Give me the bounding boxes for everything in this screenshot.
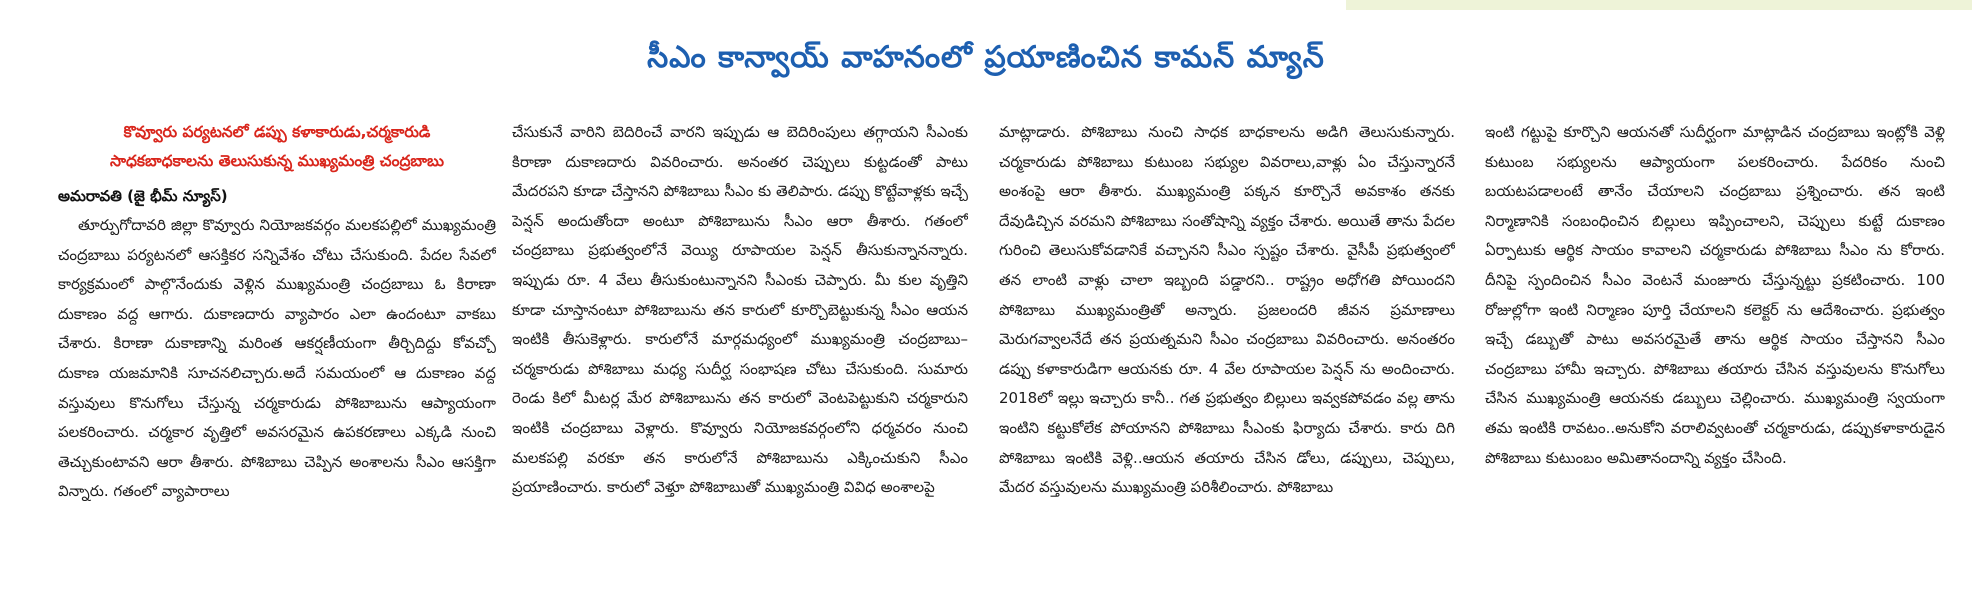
article-column-1 xyxy=(58,118,496,594)
subheadline-line-1: కొవ్వూరు పర్యటనలో డప్పు కళాకారుడు,చర్మకారుడి xyxy=(123,123,431,141)
column-text-3: మాట్లాడారు. పోశిబాబు నుంచి సాధక బాధకాలను అడిగి తెలుసుకున్నారు. చర్మకారుడు పోశిబాబు కుటుంబ సభ్యుల వివరాలు,వాళ్లు ఏం చేస్తున్నారనే అంశంపై ఆరా తీశారు. ముఖ్యమంత్రి పక్కన కూర్చొనే అవకాశం తనకు దేవుడిచ్చిన వరమని పోశిబాబు సంతోషాన్ని వ్యక్తం చేశారు. అయితే తాను పేదల గురించి తెలుసుకోవడానికే వచ్చానని సీఎం స్పష్టం చేశారు. వైసీపీ ప్రభుత్వంలో తన లాంటి వాళ్లు చాలా ఇబ్బంది పడ్డారని.. రాష్ట్రం అధోగతి పోయిందని పోశిబాబు ముఖ్యమంత్రితో అన్నారు. ప్రజలందరి జీవన ప్రమాణాలు మెరుగవ్వాలనేదే తన ప్రయత్నమని సీఎం చంద్రబాబు వివరించారు. అనంతరం డప్పు కళాకారుడిగా ఆయనకు రూ. 4 వేల రూపాయల పెన్షన్ ను అందించారు. 2018లో ఇల్లు ఇచ్చారు కానీ.. గత ప్రభుత్వం బిల్లులు ఇవ్వకపోవడం వల్ల తాను ఇంటిని కట్టుకోలేక పోయానని పోశిబాబు సీఎంకు ఫిర్యాదు చేశారు. కారు దిగి పోశిబాబు ఇంటికి వెళ్లి..ఆయన తయారు చేసిన డోలు, డప్పులు, చెప్పులు, మేదర వస్తువులను ముఖ్యమంత్రి పరిశీలించారు. పోశిబాబు xyxy=(999,123,1455,497)
dateline: అమరావతి (జై భీమ్ న్యూస్) xyxy=(58,187,228,205)
article-column-4 xyxy=(1485,118,1945,594)
article-column-2 xyxy=(512,118,968,594)
column-text-4: ఇంటి గట్టుపై కూర్చొని ఆయనతో సుదీర్ఘంగా మాట్లాడిన చంద్రబాబు ఇంట్లోకి వెళ్లి కుటుంబ సభ్యులను ఆప్యాయంగా పలకరించారు. పేదరికం నుంచి బయటపడాలంటే తానేం చేయాలని చంద్రబాబు ప్రశ్నించారు. తన ఇంటి నిర్మాణానికి సంబంధించిన బిల్లులు ఇప్పించాలని, చెప్పులు కుట్టే దుకాణం ఏర్పాటుకు ఆర్థిక సాయం కావాలని చర్మకారుడు పోశిబాబు సీఎం ను కోరారు. దీనిపై స్పందించిన సీఎం వెంటనే మంజూరు చేస్తున్నట్టు ప్రకటించారు. 100 రోజుల్లోగా ఇంటి నిర్మాణం పూర్తి చేయాలని కలెక్టర్ ను ఆదేశించారు. ప్రభుత్వం ఇచ్చే డబ్బుతో పాటు అవసరమైతే తాను ఆర్థిక సాయం చేస్తానని సీఎం చంద్రబాబు హామీ ఇచ్చారు. పోశిబాబు తయారు చేసిన వస్తువులను కొనుగోలు చేసిన ముఖ్యమంత్రి ఆయనకు డబ్బులు చెల్లించారు. ముఖ్యమంత్రి స్వయంగా తమ ఇంటికి రావటం..అనుకోని వరాలివ్వటంతో చర్మకారుడు, డప్పుకళాకారుడైన పోశిబాబు కుటుంబం అమితానందాన్ని వ్యక్తం చేసింది. xyxy=(1485,123,1945,467)
column-text-1: తూర్పుగోదావరి జిల్లా కొవ్వూరు నియోజకవర్గం మలకపల్లిలో ముఖ్యమంత్రి చంద్రబాబు పర్యటనలో ఆసక్తికర సన్నివేశం చోటు చేసుకుంది. పేదల సేవలో కార్యక్రమంలో పాల్గొనేందుకు వెళ్లిన ముఖ్యమంత్రి చంద్రబాబు ఓ కిరాణా దుకాణం వద్ద ఆగారు. దుకాణదారు వ్యాపారం ఎలా ఉందంటూ వాకబు చేశారు. కిరాణా దుకాణాన్ని మరింత ఆకర్షణీయంగా తీర్చిదిద్దు కోవచ్చో దుకాణ యజమానికి సూచనలిచ్చారు.అదే సమయంలో ఆ దుకాణం వద్ద వస్తువులు కొనుగోలు చేస్తున్న చర్మకారుడు పోశిబాబును ఆప్యాయంగా పలకరించారు. చర్మకార వృత్తిలో అవసరమైన ఉపకరణాలు ఎక్కడి నుంచి తెచ్చుకుంటావని ఆరా తీశారు. పోశిబాబు చెప్పిన అంశాలను సీఎం ఆసక్తిగా విన్నారు. గతంలో వ్యాపారాలు xyxy=(58,216,496,501)
column-text-2: చేసుకునే వారిని బెదిరించే వారని ఇప్పుడు ఆ బెదిరింపులు తగ్గాయని సీఎంకు కిరాణా దుకాణదారు వివరించారు. అనంతర చెప్పులు కుట్టడంతో పాటు మేదరపని కూడా చేస్తానని పోశిబాబు సీఎం కు తెలిపారు. డప్పు కొట్టేవాళ్లకు ఇచ్చే పెన్షన్ అందుతోందా అంటూ పోశిబాబును సీఎం ఆరా తీశారు. గతంలో చంద్రబాబు ప్రభుత్వంలోనే వెయ్యి రూపాయల పెన్షన్ తీసుకున్నానన్నారు. ఇప్పుడు రూ. 4 వేలు తీసుకుంటున్నానని సీఎంకు చెప్పారు. మీ కుల వృత్తిని కూడా చూస్తానంటూ పోశిబాబును తన కారులో కూర్చొబెట్టుకున్న సీఎం ఆయన ఇంటికి తీసుకెళ్లారు. కారులోనే మార్గమధ్యంలో ముఖ్యమంత్రి చంద్రబాబు– చర్మకారుడు పోశిబాబు మధ్య సుదీర్ఘ సంభాషణ చోటు చేసుకుంది. సుమారు రెండు కిలో మీటర్ల మేర పోశిబాబును తన కారులో వెంటపెట్టుకుని చర్మకారుని ఇంటికి చంద్రబాబు వెళ్లారు. కొవ్వూరు నియోజకవర్గంలోని ధర్మవరం నుంచి మలకపల్లి వరకూ తన కారులోనే పోశిబాబును ఎక్కించుకుని సీఎం ప్రయాణించారు. కారులో వెళ్తూ పోశిబాబుతో ముఖ్యమంత్రి వివిధ అంశాలపై xyxy=(512,123,968,497)
subheadline-line-2: సాధకబాధకాలను తెలుసుకున్న ముఖ్యమంత్రి చంద్రబాబు xyxy=(110,152,444,170)
headline: సీఎం కాన్వాయ్ వాహనంలో ప్రయాణించిన కామన్ మ్యాన్ xyxy=(647,40,1325,75)
article-column-3 xyxy=(999,118,1455,594)
subheadline xyxy=(58,118,496,176)
